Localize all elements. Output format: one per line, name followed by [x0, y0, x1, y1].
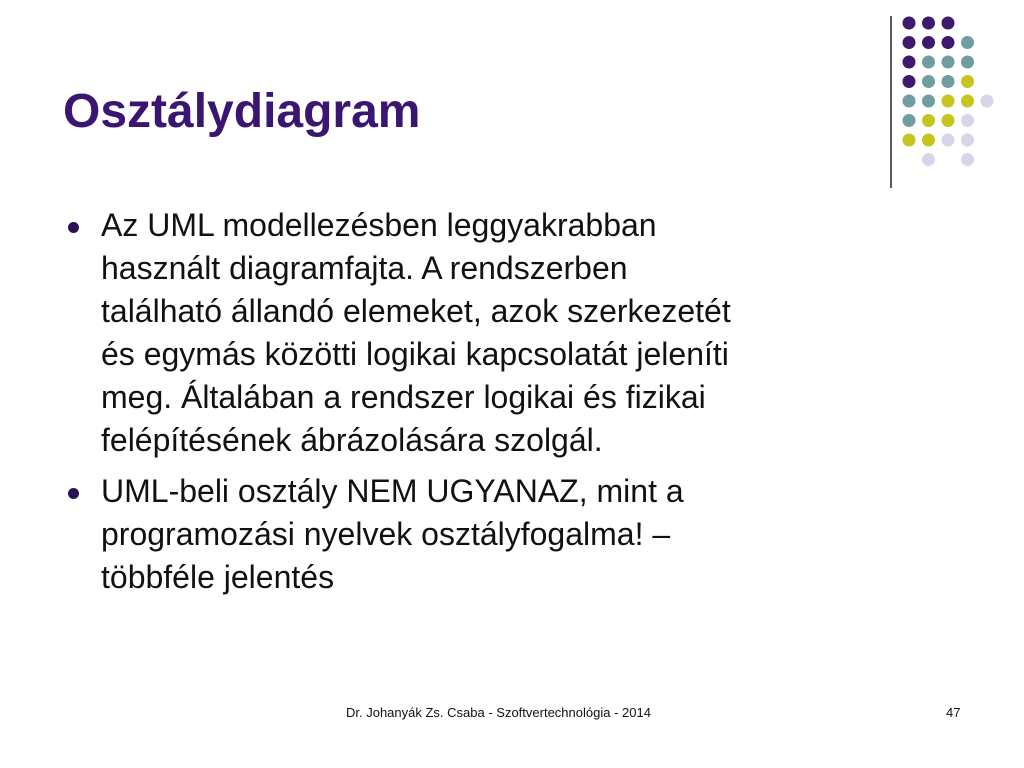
slide-footer: [0, 705, 1024, 725]
decorative-dot: [942, 134, 955, 147]
decorative-dot: [942, 36, 955, 49]
footer-text: Dr. Johanyák Zs. Csaba - Szoftvertechnológia - 2014: [346, 705, 651, 720]
decorative-dot: [922, 95, 935, 108]
decorative-dot: [903, 95, 916, 108]
decorative-dot: [961, 75, 974, 88]
decorative-dot: [961, 56, 974, 69]
bullet-list: [58, 204, 898, 599]
bullet-icon: [68, 222, 79, 233]
bullet-line: található állandó elemeket, azok szerkezetét: [101, 293, 731, 329]
slide-title: Osztálydiagram: [63, 85, 421, 138]
divider-line: [890, 16, 892, 188]
bullet-item: [58, 470, 898, 599]
decorative-dot-grid: [900, 10, 1020, 170]
bullet-item: [58, 204, 898, 462]
decorative-dot: [961, 134, 974, 147]
decorative-dot: [922, 36, 935, 49]
decorative-dot: [922, 17, 935, 30]
decorative-dot: [961, 36, 974, 49]
decorative-dot: [942, 95, 955, 108]
decorative-dot: [961, 153, 974, 166]
decorative-dot: [903, 36, 916, 49]
bullet-line: és egymás közötti logikai kapcsolatát jeleníti: [101, 336, 729, 372]
bullet-line: UML-beli osztály NEM UGYANAZ, mint a: [101, 473, 684, 509]
bullet-line: Az UML modellezésben leggyakrabban: [101, 207, 657, 243]
decorative-dot: [961, 114, 974, 127]
decorative-dot: [961, 95, 974, 108]
decorative-dot: [922, 134, 935, 147]
page-number: 47: [946, 705, 961, 720]
decorative-dot: [903, 75, 916, 88]
decorative-dot: [981, 95, 994, 108]
decorative-dot: [903, 56, 916, 69]
bullet-line: meg. Általában a rendszer logikai és fizikai: [101, 379, 706, 415]
decorative-dot: [903, 134, 916, 147]
decorative-dot: [942, 17, 955, 30]
decorative-dot: [922, 114, 935, 127]
decorative-dot: [922, 56, 935, 69]
decorative-dot: [903, 17, 916, 30]
decorative-dot: [942, 75, 955, 88]
decorative-dot: [903, 114, 916, 127]
bullet-line: felépítésének ábrázolására szolgál.: [101, 422, 603, 458]
decorative-dot: [942, 56, 955, 69]
bullet-line: többféle jelentés: [101, 559, 335, 595]
bullet-icon: [68, 488, 79, 499]
decorative-dot: [922, 153, 935, 166]
bullet-line: használt diagramfajta. A rendszerben: [101, 250, 628, 286]
bullet-line: programozási nyelvek osztályfogalma! –: [101, 516, 671, 552]
decorative-dot: [942, 114, 955, 127]
decorative-dot: [922, 75, 935, 88]
